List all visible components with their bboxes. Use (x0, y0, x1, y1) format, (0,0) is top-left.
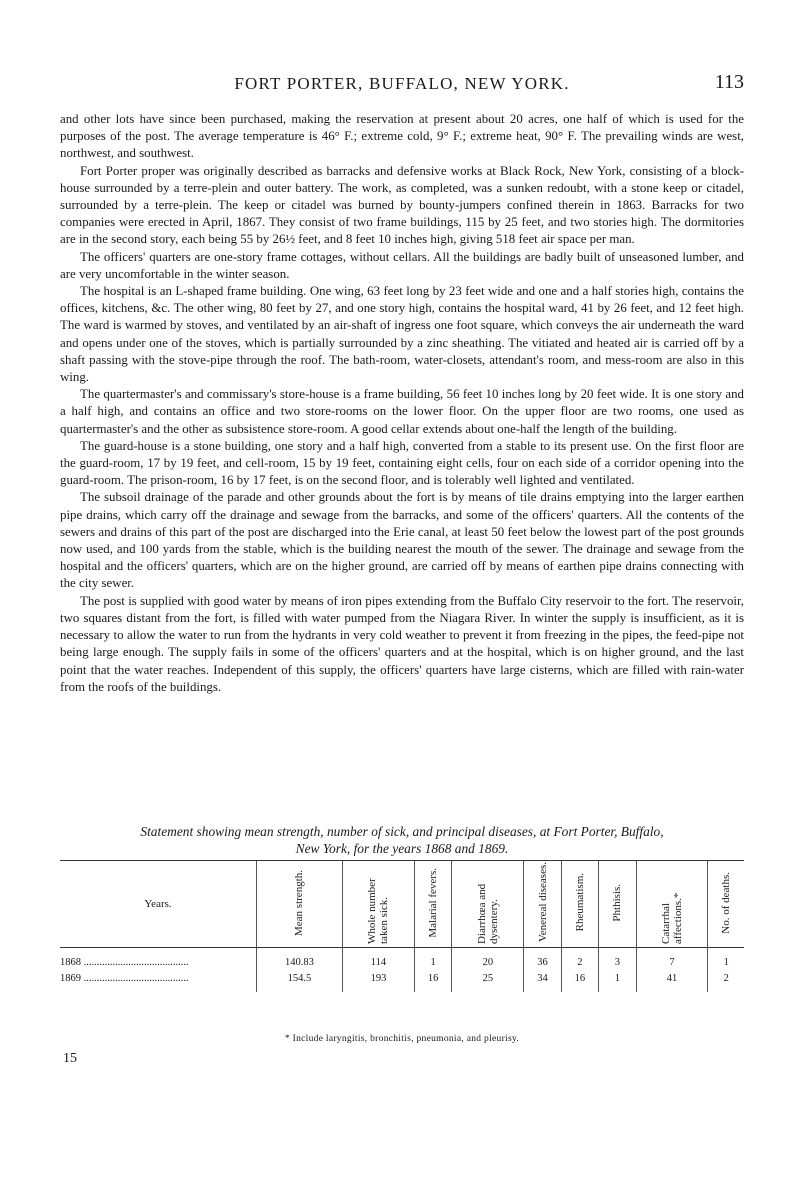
signature-mark: 15 (63, 1051, 77, 1066)
table-cell: 7 (636, 948, 708, 971)
table-cell: 3 (599, 948, 636, 971)
table-cell: 140.83 (257, 948, 343, 971)
year-cell: 1868 ........................................ (60, 956, 189, 968)
statistics-table (60, 860, 744, 992)
table-cell: 1 (708, 948, 744, 971)
caption-line-1: Statement showing mean strength, number of sick, and principal diseases, at Fort Porter, Buffalo, (140, 824, 664, 839)
column-header-malarial: Malarial fevers. (414, 861, 451, 948)
table-cell: 2 (561, 948, 598, 971)
paragraph: The guard-house is a stone building, one story and a half high, converted from a stable to its present use. On the first floor are the guard-room, 17 by 19 feet, and cell-room, 15 by 19 feet, containing eight cells, four on each side of a corridor opening into the guard-room. The prison-room, 16 by 17 feet, is on the second floor, and is tolerably well lighted and ventilated. (60, 438, 744, 488)
table-cell: 1 (599, 970, 636, 992)
table-caption (60, 823, 744, 857)
paragraph: The post is supplied with good water by means of iron pipes extending from the Buffalo City reservoir to the fort. The reservoir, two squares distant from the fort, is filled with water pumped from the Niagara River. In winter the supply is insufficient, as it is necessary to allow the water to run from the hydrants in very cold weather to prevent it from freezing in the pipes, the feed-pipe not being large enough. The supply fails in some of the officers' quarters and at the hospital, which is on higher ground, and the last point that the water reaches. Independent of this supply, the officers' quarters have large cisterns, which are filled with rain-water from the roofs of the buildings. (60, 593, 744, 694)
table-cell: 2 (708, 970, 744, 992)
column-header-taken-sick: Whole number taken sick. (342, 861, 414, 948)
table-cell: 193 (342, 970, 414, 992)
table-row (60, 970, 744, 992)
table-cell: 114 (342, 948, 414, 971)
table-row (60, 948, 744, 971)
paragraph: The quartermaster's and commissary's store-house is a frame building, 56 feet 10 inches long by 20 feet wide. It is one story and a half high, and contains an office and two store-rooms on the lower floor. On the upper floor are two rooms, one used as quartermaster's and the other as subsistence store-room. A good cellar extends about one-half the length of the building. (60, 387, 744, 436)
page-number: 113 (714, 71, 744, 93)
table-cell: 25 (452, 970, 524, 992)
paragraph: and other lots have since been purchased, making the reservation at present about 20 acres, one half of which is used for the purposes of the post. The average temperature is 46° F.; extreme cold, 9° F.; extreme heat, 90° F. The prevailing winds are west, northwest, and southwest. (60, 112, 744, 161)
column-header-venereal: Venereal diseases. (524, 861, 561, 948)
column-header-deaths: No. of deaths. (708, 861, 744, 948)
table-cell: 154.5 (257, 970, 343, 992)
column-header-catarrhal: Catarrhal affections.* (636, 861, 708, 948)
column-header-years: Years. (60, 861, 257, 948)
footnote: * Include laryngitis, bronchitis, pneumonia, and pleurisy. (284, 1034, 520, 1044)
table-cell: 16 (561, 970, 598, 992)
table-cell: 41 (636, 970, 708, 992)
column-header-phthisis: Phthisis. (599, 861, 636, 948)
column-header-mean-strength: Mean strength. (257, 861, 343, 948)
paragraph: The officers' quarters are one-story frame cottages, without cellars. All the buildings are badly built of unseasoned lumber, and are very uncomfortable in the winter season. (60, 249, 744, 281)
paragraph: The hospital is an L-shaped frame building. One wing, 63 feet long by 23 feet wide and one and a half stories high, contains the offices, kitchens, &c. The other wing, 80 feet by 27, and one story high, contains the hospital ward, 41 by 26 feet, and 12 feet high. The ward is warmed by stoves, and ventilated by an air-shaft of ingress one foot square, which conveys the air underneath the ward and opens under one of the stoves, which is partially surrounded by a zinc sheathing. The vitiated and heated air is carried off by a shaft passing with the stove-pipe through the roof. The bath-room, water-closets, attendant's room, and mess-room are also in this wing. (60, 284, 744, 385)
paragraph: The subsoil drainage of the parade and other grounds about the fort is by means of tile drains emptying into the larger earthen pipe drains, which carry off the drainage and sewage from the barracks, and some of the officers' quarters. All the contents of the sewers and drains of this part of the post are discharged into the Erie canal, at least 50 feet below the lowest part of the post grounds now used, and 100 yards from the stable, which is the building nearest the mouth of the sewer. The drainage and sewage from the hospital and the officers' quarters, which are on the higher ground, are carried off by means of earthen pipe drains connecting with the city sewer. (60, 490, 744, 591)
body-text (60, 111, 744, 696)
table-cell: 36 (524, 948, 561, 971)
column-header-diarrhoea: Diarrhœa and dysentery. (452, 861, 524, 948)
running-title: FORT PORTER, BUFFALO, NEW YORK. (234, 74, 570, 93)
table-cell: 34 (524, 970, 561, 992)
table-cell: 20 (452, 948, 524, 971)
table-cell: 16 (414, 970, 451, 992)
caption-line-2: New York, for the years 1868 and 1869. (295, 841, 509, 856)
page-header (60, 71, 744, 104)
column-header-rheumatism: Rheumatism. (561, 861, 598, 948)
paragraph: Fort Porter proper was originally described as barracks and defensive works at Black Rock, New York, consisting of a block-house surrounded by a terre-plein and outer battery. The work, as completed, was a sunken redoubt, with a stone keep or citadel, surrounded by a terre-plein. The keep or citadel was burned by bounty-jumpers confined therein in 1863. Barracks for two companies were erected in April, 1867. They consist of two frame buildings, 115 by 25 feet, and two stories high. The dormitories are in the second story, each being 55 by 26½ feet, and 8 feet 10 inches high, giving 518 feet air space per man. (60, 163, 744, 247)
table-cell: 1 (414, 948, 451, 971)
year-cell: 1869 ........................................ (60, 972, 189, 984)
table-header-row (60, 861, 744, 948)
